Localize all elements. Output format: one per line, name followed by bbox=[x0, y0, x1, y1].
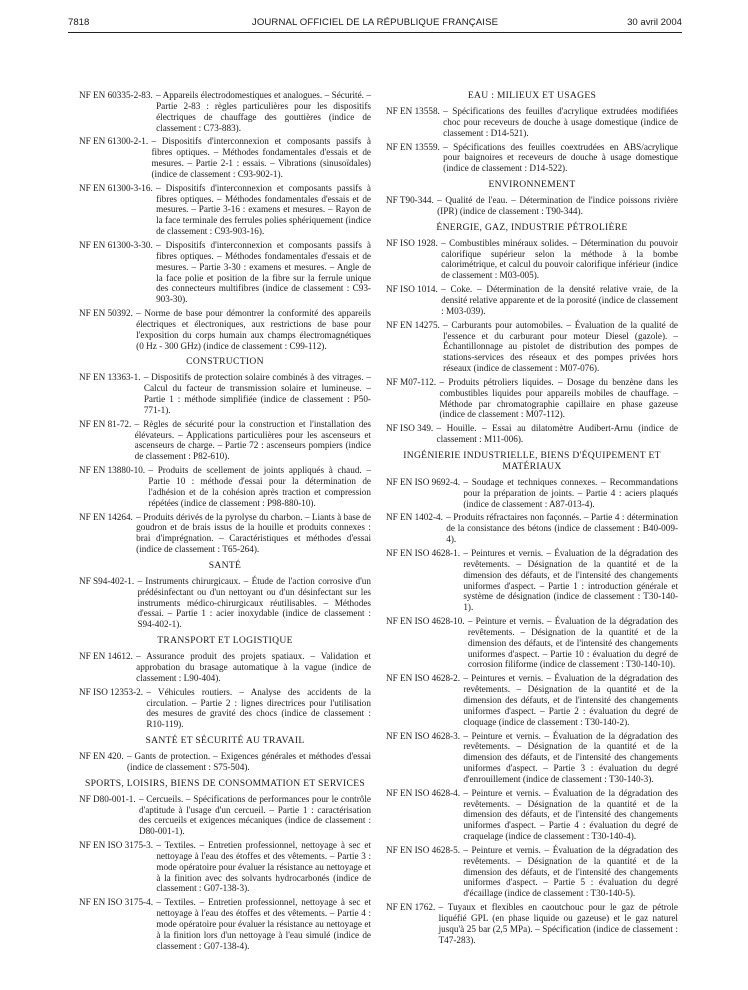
standard-code: NF EN 14612. bbox=[79, 651, 136, 662]
standard-entry bbox=[386, 423, 678, 445]
standard-description: – Cercueils. – Spécifications de performances pour le contrôle d'aptitude à l'usage d'un cercueil. – Partie 1 : caractérisation des cercueils et exigences mécaniques (indice de classement : D80-001-1). bbox=[138, 793, 371, 837]
standard-entry bbox=[386, 673, 678, 727]
standard-description: – Peinture et vernis. – Évaluation de la dégradation des revêtements. – Désignation de la quantité et de la dimension des défauts, et de l'intensité des changements uniformes d'aspect. – Partie 4 : évaluation du degré de craquelage (indice de classement : T30-140-4). bbox=[463, 787, 678, 842]
standard-description: – Peinture et vernis. – Évaluation de la dégradation des revêtements. – Désignation de la quantité et de la dimension des défauts, et de l'intensité des changements uniformes d'aspect. – Partie 5 : évaluation du degré d'écaillage (indice de classement : T30-140-5). bbox=[463, 844, 678, 899]
standard-code: NF EN 61300-3-30. bbox=[79, 239, 156, 250]
standard-code: NF S94-402-1. bbox=[79, 575, 137, 586]
standard-description: – Règles de sécurité pour la construction et l'installation des élévateurs. – Applications particulières pour les ascenseurs et ascenseurs de charge. – Partie 72 : ascenseurs pompiers (indice de classement : P82-610). bbox=[134, 418, 371, 462]
standard-description: – Combustibles minéraux solides. – Détermination du pouvoir calorifique supérieur selon la méthode à la bombe calorimétrique, et calcul du pouvoir calorifique inférieur (indice de classement : M03-005). bbox=[441, 237, 678, 281]
standard-code: NF EN 13559. bbox=[386, 141, 443, 152]
standard-description: – Véhicules routiers. – Analyse des accidents de la circulation. – Partie 2 : lignes directrices pour l'utilisation des mesures de gravité des chocs (indice de classement : R10-119). bbox=[146, 686, 371, 730]
standard-code: NF EN ISO 3175-4. bbox=[79, 897, 156, 908]
standard-code: NF EN 61300-2-1. bbox=[79, 136, 151, 147]
standard-entry bbox=[386, 845, 678, 899]
standard-code: NF ISO 349. bbox=[386, 423, 436, 434]
standard-entry bbox=[79, 136, 371, 179]
standard-code: NF EN 13558. bbox=[386, 106, 443, 116]
standard-description: – Spécifications des feuilles d'acrylique extrudées modifiées choc pour receveurs de douche à usage domestique (indice de classement : D14-521). bbox=[443, 106, 678, 138]
standard-description: – Produits de scellement de joints appliqués à chaud. – Partie 10 : méthode d'essai pour la détermination de l'adhésion et de la cohésion après traction et compression répétées (indice de classement : P98-880-10). bbox=[148, 465, 371, 508]
standard-description: – Produits pétroliers liquides. – Dosage du benzène dans les combustibles liquides pour appareils mobiles de chauffage. – Méthode par chromatographie capillaire en phase gazeuse (indice de classement : M07-112). bbox=[439, 376, 678, 420]
standard-entry bbox=[386, 377, 678, 420]
standard-entry bbox=[386, 548, 678, 613]
header-rule bbox=[68, 32, 682, 33]
left-column bbox=[79, 90, 371, 955]
standard-code: NF EN 61300-3-16. bbox=[79, 182, 156, 193]
standard-description: – Norme de base pour démontrer la conformité des appareils électriques et électroniques, aux restrictions de base pour l'exposition du corps humain aux champs électromagnétiques (0 Hz - 300 GHz) (indice de classement : C99-112). bbox=[136, 308, 371, 351]
standard-entry bbox=[386, 106, 678, 139]
standard-entry bbox=[386, 616, 678, 670]
standard-entry bbox=[386, 320, 678, 374]
standard-description: – Qualité de l'eau. – Détermination de l'indice poissons rivière (IPR) (indice de classement : T90-344). bbox=[437, 195, 678, 216]
standard-description: – Instruments chirurgicaux. – Étude de l'action corrosive d'un prédésinfectant ou d'un nettoyant ou d'un désinfectant sur les instruments médico-chirurgicaux réutilisables. – Méthodes d'essai. – Partie 1 : acier inoxydable (indice de classement : S94-402-1). bbox=[137, 575, 371, 630]
standard-description: – Produits réfractaires non façonnés. – Partie 4 : détermination de la consistance des bétons (indice de classement : B40-009-4). bbox=[446, 512, 678, 545]
standard-code: NF EN 1402-4. bbox=[386, 512, 446, 523]
standard-code: NF D80-001-1. bbox=[79, 793, 138, 804]
standard-entry bbox=[79, 576, 371, 630]
standard-code: NF EN ISO 4628-5. bbox=[386, 844, 463, 855]
standard-entry bbox=[79, 897, 371, 951]
standard-entry bbox=[79, 840, 371, 894]
standard-code: NF ISO 12353-2. bbox=[79, 686, 146, 697]
standard-entry bbox=[386, 788, 678, 842]
standard-description: – Textiles. – Entretien professionnel, nettoyage à sec et nettoyage à l'eau des étoffes et des vêtements. – Partie 3 : mode opératoire pour évaluer la résistance au nettoyage et à la finition avec des solvants hydrocarbonés (indice de classement : G07-138-3). bbox=[156, 840, 371, 894]
standard-description: – Coke. – Détermination de la densité relative vraie, de la densité relative apparente et de la porosité (indice de classement : M03-039). bbox=[441, 284, 678, 316]
standard-description: – Houille. – Essai au dilatomètre Audibert-Arnu (indice de classement : M11-006). bbox=[436, 423, 678, 445]
standard-code: NF EN 13363-1. bbox=[79, 372, 143, 383]
standard-code: NF EN 14264. bbox=[79, 511, 136, 522]
standard-description: – Dispositifs d'interconnexion et composants passifs à fibres optiques. – Méthodes fondamentales d'essais et de mesures. – Partie 3-16 : examens et mesures. – Rayon de la face terminale des ferrules polies sphériquement (indice de classement : C93-903-16). bbox=[156, 182, 371, 237]
standard-entry bbox=[386, 477, 678, 510]
standard-entry bbox=[79, 751, 371, 773]
standard-code: NF EN 50392. bbox=[79, 308, 136, 319]
standard-entry bbox=[79, 308, 371, 351]
standard-entry bbox=[79, 465, 371, 508]
standard-code: NF EN ISO 4628-10. bbox=[386, 616, 467, 627]
standard-entry bbox=[79, 90, 371, 133]
standard-description: – Soudage et techniques connexes. – Recommandations pour la préparation de joints. – Partie 4 : aciers plaqués (indice de classement : A87-013-4). bbox=[463, 476, 678, 509]
standard-code: NF EN 13880-10. bbox=[79, 465, 148, 476]
standard-description: – Spécifications des feuilles coextrudées en ABS/acrylique pour baignoires et receveurs de douche à usage domestique (indice de classement : D14-522). bbox=[443, 141, 678, 174]
standard-entry bbox=[79, 419, 371, 462]
standard-description: – Gants de protection. – Exigences générales et méthodes d'essai (indice de classement : S75-504). bbox=[126, 751, 371, 772]
section-heading: CONSTRUCTION bbox=[186, 356, 264, 368]
standard-description: – Peintures et vernis. – Évaluation de la dégradation des revêtements. – Désignation de la quantité et de la dimension des défauts, et de l'intensité des changements uniformes d'aspect. – Partie 2 : évaluation du degré de cloquage (indice de classement : T30-140-2). bbox=[463, 673, 678, 727]
standard-code: NF EN ISO 9692-4. bbox=[386, 476, 463, 487]
standard-entry bbox=[386, 238, 678, 281]
standard-description: – Dispositifs de protection solaire combinés à des vitrages. – Calcul du facteur de transmission solaire et lumineuse. – Partie 1 : méthode simplifiée (indice de classement : P50-771-1). bbox=[143, 372, 371, 415]
standard-code: NF EN ISO 4628-3. bbox=[386, 730, 463, 741]
standard-entry bbox=[79, 183, 371, 237]
standard-entry bbox=[79, 512, 371, 555]
standard-code: NF M07-112. bbox=[386, 376, 439, 387]
standard-code: NF EN ISO 4628-2. bbox=[386, 673, 463, 684]
standard-entry bbox=[79, 687, 371, 730]
page-header bbox=[68, 14, 682, 32]
section-heading: EAU : MILIEUX ET USAGES bbox=[467, 90, 597, 101]
right-column bbox=[386, 90, 678, 949]
standard-code: NF EN 81-72. bbox=[79, 418, 134, 429]
standard-description: – Carburants pour automobiles. – Évaluation de la qualité de l'essence et du carburant pour moteur Diesel (gazole). – Échantillonnage au pistolet de distribution des pompes de stations-services des réseaux et des pompes privées hors réseaux (indice de classement : M07-076). bbox=[443, 319, 678, 374]
standard-description: – Tuyaux et flexibles en caoutchouc pour le gaz de pétrole liquéfié GPL (en phase liquide ou gazeuse) et le gaz naturel jusqu'à 25 bar (2,5 MPa). – Spécification (indice de classement : T47-283). bbox=[438, 902, 678, 945]
standard-code: NF ISO 1014. bbox=[386, 284, 441, 295]
page-number: 7818 bbox=[68, 17, 90, 28]
standard-code: NF EN 60335-2-83. bbox=[79, 90, 156, 100]
standard-entry bbox=[386, 512, 678, 545]
standard-code: NF EN 1762. bbox=[386, 902, 438, 913]
standard-description: – Dispositifs d'interconnexion et composants passifs à fibres optiques. – Méthodes fondamentales d'essais et de mesures. – Partie 3-30 : examens et mesures. – Angle de la face polie et position de la fibre sur la ferrule unique des connecteurs multifibres (indice de classement : C93-903-30). bbox=[156, 239, 371, 305]
section-heading: SANTÉ ET SÉCURITÉ AU TRAVAIL bbox=[145, 735, 305, 747]
standard-description: – Textiles. – Entretien professionnel, nettoyage à sec et nettoyage à l'eau des étoffes et des vêtements. – Partie 4 : mode opératoire pour évaluer la résistance au nettoyage et à la finition lors d'un nettoyage à l'eau simulé (indice de classement : G07-138-4). bbox=[156, 897, 371, 951]
standard-description: – Produits dérivés de la pyrolyse du charbon. – Liants à base de goudron et de brais issus de la houille et produits connexes : brai d'imprégnation. – Caractéristiques et méthodes d'essai (indice de classement : T65-264). bbox=[136, 511, 371, 555]
standard-code: NF T90-344. bbox=[386, 195, 437, 206]
section-heading: ÉNERGIE, GAZ, INDUSTRIE PÉTROLIÈRE bbox=[436, 221, 628, 233]
standard-entry bbox=[79, 651, 371, 684]
section-heading: ENVIRONNEMENT bbox=[488, 179, 576, 191]
section-heading: SPORTS, LOISIRS, BIENS DE CONSOMMATION ET SERVICES bbox=[84, 777, 365, 789]
standard-entry bbox=[386, 284, 678, 317]
standard-entry bbox=[386, 142, 678, 175]
standard-description: – Peintures et vernis. – Évaluation de la dégradation des revêtements. – Désignation de la quantité et de la dimension des défauts, et de l'intensité des changements uniformes d'aspect. – Partie 1 : introduction générale et système de désignation (indice de classement : T30-140-1). bbox=[463, 548, 678, 613]
standard-entry bbox=[79, 794, 371, 837]
standard-code: NF EN 14275. bbox=[386, 319, 443, 330]
standard-description: – Peinture et vernis. – Évaluation de la dégradation des revêtements. – Désignation de la quantité et de la dimension des défauts, et de l'intensité des changements uniformes d'aspect. – Partie 3 : évaluation du degré d'enrouillement (indice de classement : T30-140-3). bbox=[463, 730, 678, 784]
standard-entry bbox=[386, 195, 678, 217]
section-heading: SANTÉ bbox=[208, 559, 242, 571]
standard-code: NF ISO 1928. bbox=[386, 237, 441, 248]
publication-date: 30 avril 2004 bbox=[627, 17, 682, 28]
standard-code: NF EN ISO 4628-1. bbox=[386, 548, 463, 558]
standard-code: NF EN ISO 3175-3. bbox=[79, 840, 156, 851]
section-heading: TRANSPORT ET LOGISTIQUE bbox=[157, 635, 293, 647]
journal-title: JOURNAL OFFICIEL DE LA RÉPUBLIQUE FRANÇAISE bbox=[251, 17, 499, 28]
standard-entry bbox=[386, 902, 678, 945]
standard-description: – Appareils électrodomestiques et analogues. – Sécurité. – Partie 2-83 : règles particulières pour les dispositifs électriques de chauffage des gouttières (indice de classement : C73-883). bbox=[156, 90, 371, 133]
standard-description: – Assurance produit des projets spatiaux. – Validation et approbation du brasage automatique à la vague (indice de classement : L90-404). bbox=[136, 651, 371, 683]
standard-code: NF EN 420. bbox=[79, 751, 126, 762]
standard-entry bbox=[79, 240, 371, 305]
standard-description: – Dispositifs d'interconnexion et composants passifs à fibres optiques. – Méthodes fondamentales d'essais et de mesures. – Partie 2-1 : essais. – Vibrations (sinusoïdales) (indice de classement : C93-902-1). bbox=[151, 136, 371, 179]
standard-entry bbox=[79, 372, 371, 415]
standard-code: NF EN ISO 4628-4. bbox=[386, 787, 463, 798]
standard-description: – Peinture et vernis. – Évaluation de la dégradation des revêtements. – Désignation de la quantité et de la dimension des défauts, et de l'intensité des changements uniformes d'aspect. – Partie 10 : évaluation du degré de corrosion filiforme (indice de classement : T30-140-10). bbox=[467, 616, 678, 670]
standard-entry bbox=[386, 731, 678, 785]
section-heading: INGÉNIERIE INDUSTRIELLE, BIENS D'ÉQUIPEMENT ET MATÉRIAUX bbox=[403, 449, 661, 472]
